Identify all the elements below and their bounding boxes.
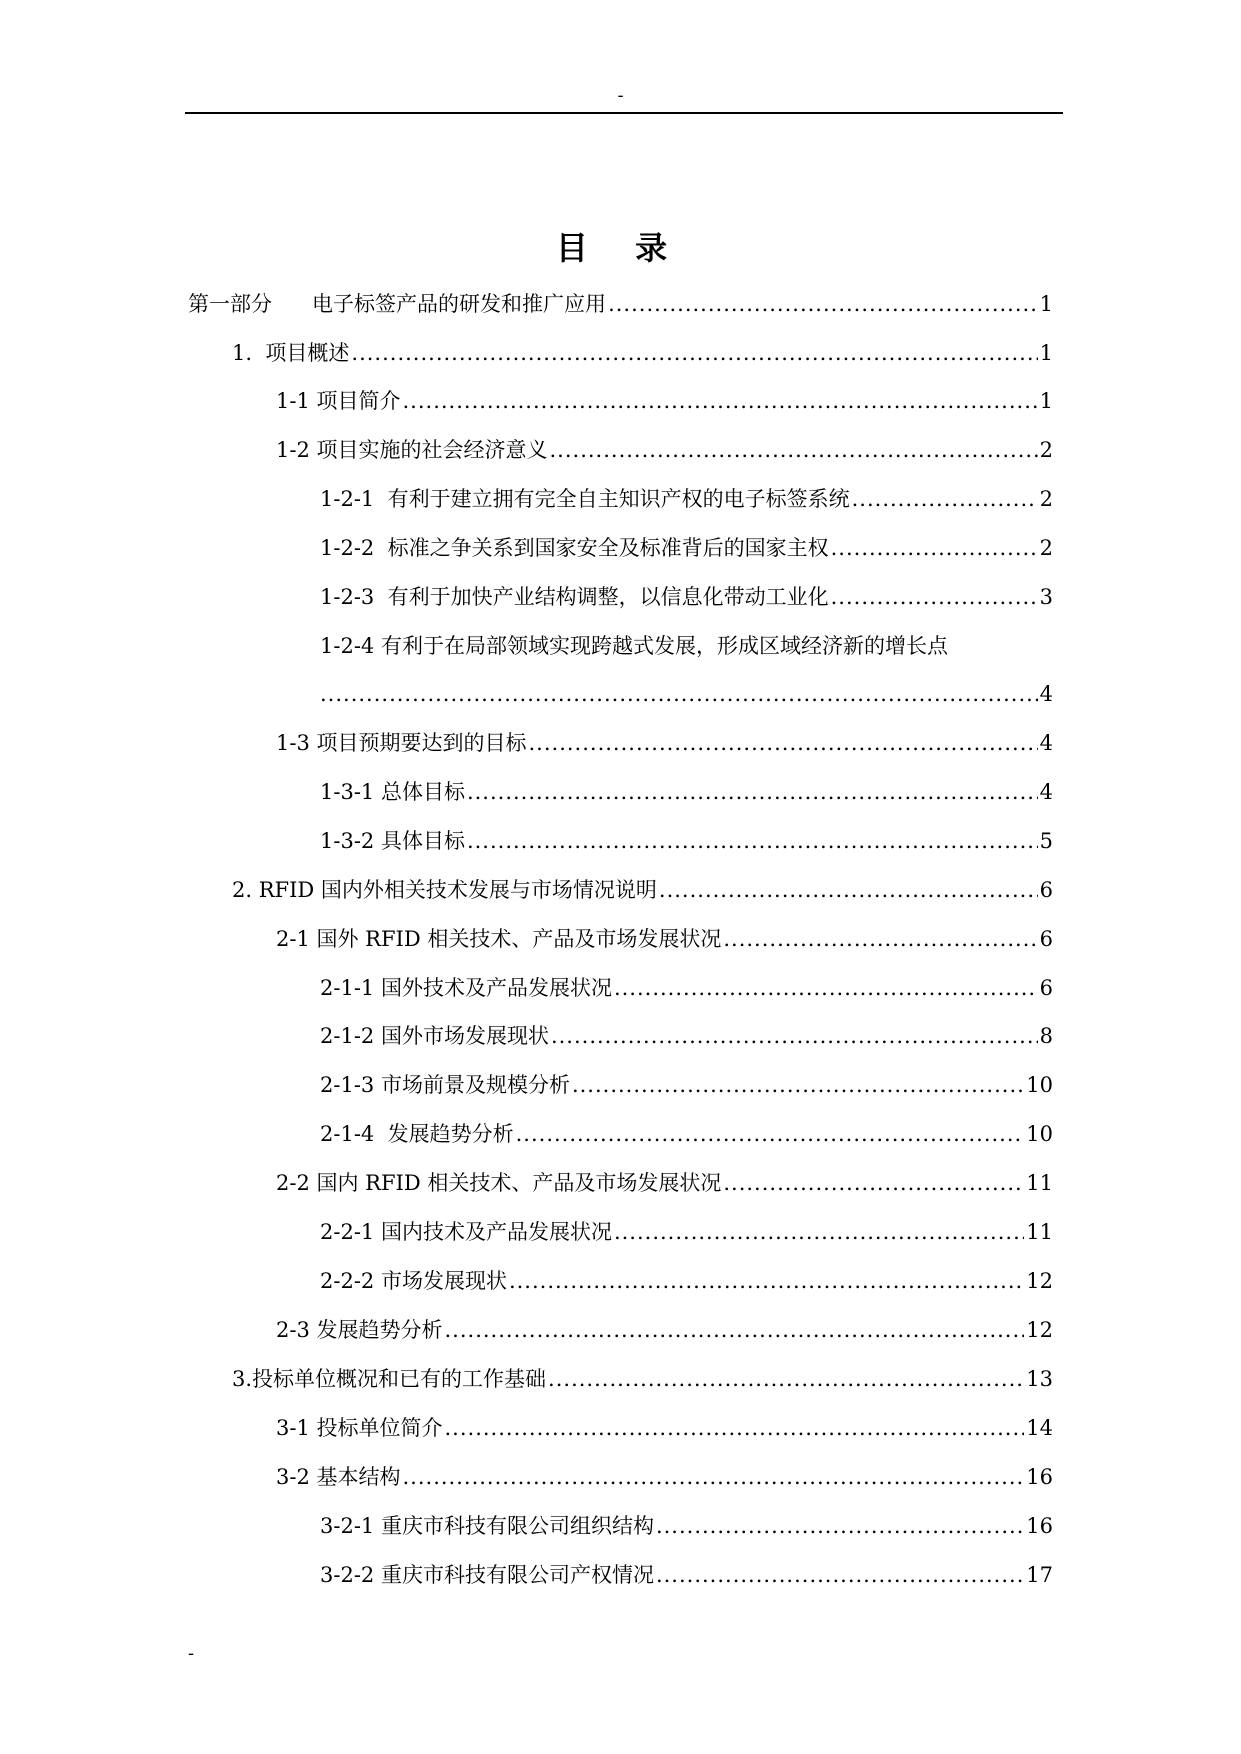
toc-entry-page: 5 <box>1039 829 1053 853</box>
toc-entry[interactable] <box>320 777 1053 807</box>
header-rule <box>185 112 1063 114</box>
toc-entry-text: 1-3 项目预期要达到的目标 <box>276 731 527 755</box>
toc-entry-text: 1-2-1 有利于建立拥有完全自主知识产权的电子标签系统 <box>320 487 850 511</box>
toc-entry[interactable] <box>276 1168 1053 1198</box>
toc-entry-page: 12 <box>1026 1269 1053 1293</box>
toc-entry-page: 16 <box>1026 1465 1053 1489</box>
toc-entry[interactable] <box>232 338 1053 368</box>
toc-leader <box>467 777 1038 807</box>
toc-title: 目 录 <box>555 229 686 267</box>
toc-entry-text: 2-1-4 发展趋势分析 <box>320 1122 514 1146</box>
toc-entry-text: 2-2 国内 RFID 相关技术、产品及市场发展状况 <box>276 1171 722 1195</box>
toc-entry-page: 2 <box>1039 487 1053 511</box>
toc-entry-page: 13 <box>1026 1367 1053 1391</box>
toc-entry-text: 2-2-2 市场发展现状 <box>320 1269 507 1293</box>
toc-entry-text: 2. RFID 国内外相关技术发展与市场情况说明 <box>232 878 657 902</box>
toc-entry-page: 10 <box>1026 1122 1053 1146</box>
toc-entry-text: 2-1-2 国外市场发展现状 <box>320 1024 549 1048</box>
toc-leader <box>614 973 1038 1003</box>
toc-leader <box>445 1315 1025 1345</box>
toc-entry-text: 1-3-1 总体目标 <box>320 780 465 804</box>
toc-entry[interactable] <box>320 973 1053 1003</box>
toc-entry-page: 1 <box>1039 292 1053 316</box>
toc-entry-text: 1. 项目概述 <box>232 341 350 365</box>
toc-entry[interactable] <box>320 582 1053 612</box>
toc-entry-text: 第一部分 电子标签产品的研发和推广应用 <box>188 292 607 316</box>
toc-entry[interactable] <box>276 728 1053 758</box>
toc-entry-page: 4 <box>1039 682 1053 706</box>
toc-entry[interactable] <box>276 1315 1053 1345</box>
toc-leader <box>831 582 1038 612</box>
toc-entry[interactable] <box>232 875 1053 905</box>
toc-leader <box>403 1462 1025 1492</box>
toc-leader <box>509 1266 1024 1296</box>
toc-leader <box>550 435 1038 465</box>
toc-entry-page: 4 <box>1039 731 1053 755</box>
toc-leader <box>445 1413 1025 1443</box>
toc-entry[interactable] <box>276 1413 1053 1443</box>
toc-leader <box>467 826 1038 856</box>
toc-leader <box>529 728 1038 758</box>
toc-entry[interactable] <box>276 386 1053 416</box>
toc-entry[interactable] <box>276 1462 1053 1492</box>
toc-entry-text: 3-1 投标单位简介 <box>276 1416 443 1440</box>
toc-entry-text: 1-1 项目简介 <box>276 389 401 413</box>
toc-entry-text: 2-3 发展趋势分析 <box>276 1318 443 1342</box>
toc-leader <box>723 1168 1024 1198</box>
toc-entry-text: 1-2 项目实施的社会经济意义 <box>276 438 548 462</box>
toc-entry-page: 1 <box>1039 389 1053 413</box>
toc-leader <box>551 1021 1038 1051</box>
toc-entry-text: 2-1-3 市场前景及规模分析 <box>320 1073 570 1097</box>
toc-leader <box>516 1119 1025 1149</box>
toc-entry[interactable] <box>320 1217 1053 1247</box>
toc-entry-text: 3.投标单位概况和已有的工作基础 <box>232 1367 547 1391</box>
toc-entry-text: 1-2-3 有利于加快产业结构调整，以信息化带动工业化 <box>320 585 829 609</box>
toc-entry-page: 6 <box>1039 878 1053 902</box>
toc-entry-text: 2-2-1 国内技术及产品发展状况 <box>320 1220 612 1244</box>
toc-entry-text: 1-2-2 标准之争关系到国家安全及标准背后的国家主权 <box>320 536 829 560</box>
toc-entry-page: 4 <box>1039 780 1053 804</box>
toc-entry-text: 3-2-1 重庆市科技有限公司组织结构 <box>320 1514 654 1538</box>
header-mark: - <box>617 85 624 106</box>
toc-entry[interactable] <box>320 1070 1053 1100</box>
toc-entry[interactable] <box>276 924 1053 954</box>
toc-leader <box>656 1511 1024 1541</box>
toc-entry-page: 6 <box>1039 927 1053 951</box>
toc-entry-page: 17 <box>1026 1563 1053 1587</box>
toc-entry-page: 3 <box>1039 585 1053 609</box>
toc-entry-text: 1-3-2 具体目标 <box>320 829 465 853</box>
toc-leader <box>548 1364 1024 1394</box>
toc-leader <box>572 1070 1024 1100</box>
toc-entry-page: 12 <box>1026 1318 1053 1342</box>
toc-entry[interactable] <box>320 1266 1053 1296</box>
toc-entry-page: 11 <box>1026 1171 1053 1195</box>
toc-leader <box>320 679 1038 709</box>
toc-entry[interactable] <box>320 1021 1053 1051</box>
toc-entry[interactable] <box>188 289 1053 319</box>
toc-entry-text: 2-1-1 国外技术及产品发展状况 <box>320 976 612 1000</box>
toc-entry[interactable] <box>232 1364 1053 1394</box>
footer-mark: - <box>188 1643 195 1664</box>
toc-entry-page: 16 <box>1026 1514 1053 1538</box>
toc-entry-page: 11 <box>1026 1220 1053 1244</box>
toc-leader <box>351 338 1037 368</box>
toc-entry[interactable] <box>320 1511 1053 1541</box>
toc-leader <box>659 875 1038 905</box>
toc-entry-page: 1 <box>1039 341 1053 365</box>
toc-entry-page: 2 <box>1039 536 1053 560</box>
toc-leader <box>723 924 1037 954</box>
toc-entry-text: 2-1 国外 RFID 相关技术、产品及市场发展状况 <box>276 927 722 951</box>
toc-leader <box>656 1560 1024 1590</box>
toc-entry-page: 10 <box>1026 1073 1053 1097</box>
toc-entry-page: 8 <box>1039 1024 1053 1048</box>
toc-entry[interactable] <box>320 533 1053 563</box>
toc-entry-page: 2 <box>1039 438 1053 462</box>
toc-leader <box>608 289 1038 319</box>
toc-entry-continued[interactable] <box>320 679 1053 709</box>
toc-entry-text: 3-2-2 重庆市科技有限公司产权情况 <box>320 1563 654 1587</box>
toc-leader <box>852 484 1038 514</box>
toc-leader <box>831 533 1038 563</box>
toc-entry[interactable] <box>320 484 1053 514</box>
toc-entry[interactable] <box>276 435 1053 465</box>
toc-entry[interactable] <box>320 1560 1053 1590</box>
toc-entry-page: 6 <box>1039 976 1053 1000</box>
toc-entry[interactable] <box>320 826 1053 856</box>
toc-entry-text: 3-2 基本结构 <box>276 1465 401 1489</box>
toc-entry-text[interactable]: 1-2-4 有利于在局部领域实现跨越式发展，形成区域经济新的增长点 <box>320 634 948 658</box>
toc-leader <box>614 1217 1024 1247</box>
toc-leader <box>403 386 1038 416</box>
toc-entry[interactable] <box>320 1119 1053 1149</box>
toc-entry-page: 14 <box>1026 1416 1053 1440</box>
